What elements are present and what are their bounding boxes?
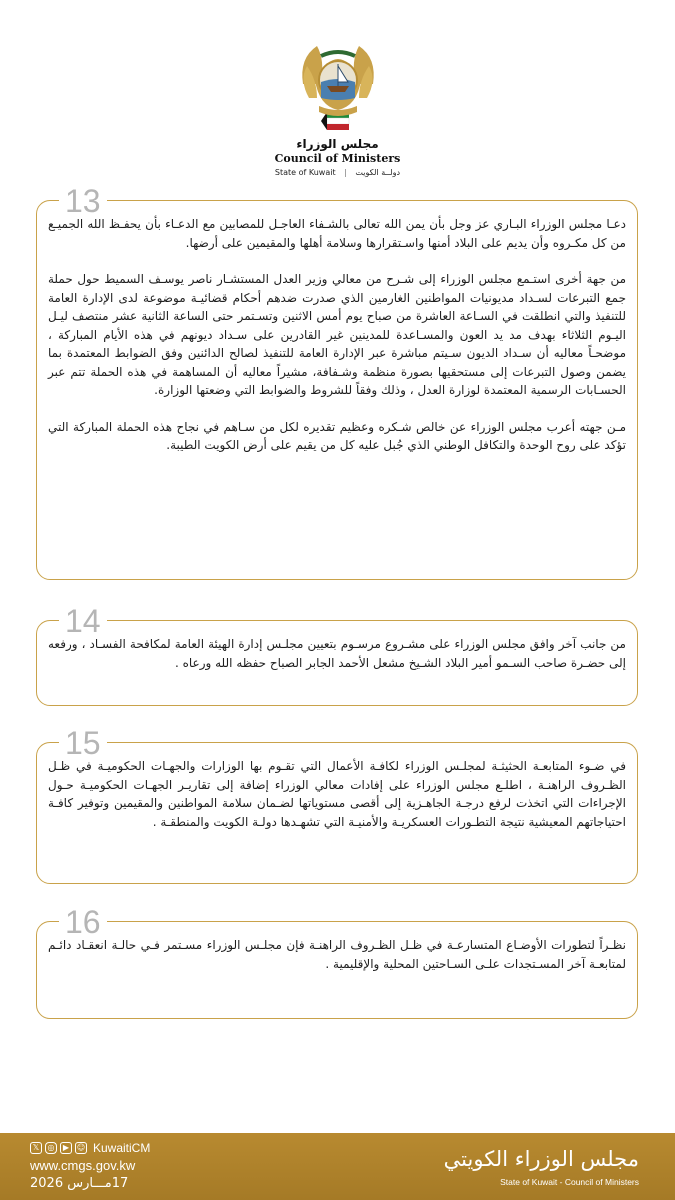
website-link[interactable]: www.cmgs.gov.kw <box>30 1158 136 1173</box>
section-card-15 <box>36 725 638 884</box>
section-body <box>48 635 626 672</box>
section-body <box>48 215 626 455</box>
header-org-english: Council of Ministers <box>274 152 401 165</box>
section-paragraph: من جانب آخر وافق مجلس الوزراء على مشـروع مرسـوم بتعيين مجلـس إدارة الهيئة العامة لمكافحة الفسـاد ، ورفعه إلى حضـرة صاحب السـمو أمير البلاد الشـيخ مشعل الأحمد الجابر الصباح حفظه الله ورعاه . <box>48 637 626 670</box>
footer-org-english: State of Kuwait - Council of Ministers <box>500 1177 639 1187</box>
footer-date: 17مـــارس 2026 <box>30 1176 129 1191</box>
youtube-icon[interactable]: ▶ <box>60 1142 72 1154</box>
section-paragraph: نظـراً لتطورات الأوضـاع المتسارعـة في ظـل الظـروف الراهنـة فإن مجلـس الوزراء مسـتمر فـي حالـة انعقـاد دائـم لمتابعـة آخر المسـتجدات علـى السـاحتين المحلية والإقليمية . <box>48 938 626 971</box>
section-number: 16 <box>59 906 107 938</box>
section-paragraph: في ضـوء المتابعـة الحثيثـة لمجلـس الوزراء لكافـة الأعمال التي تقـوم بها الوزارات والجهـات الحكوميـة في ظـل الظـروف الراهنـة ، اطلـع مجلس الوزراء على إفادات معالي الوزراء إضافة إلى تقاريـر الجهـات الحكوميـة حـول الإجراءات التي اتخذت لرفع درجـة الجاهـزية إلى أقصى مستوياتها لضـمان سلامة المواطنين والمقيمين وتوفير كافـة احتياجاتهم المعيشية نتيجة التطـورات العسكريـة والأمنيـة التي تشهـدها دولـة الكويت والمنطقـة . <box>48 759 626 829</box>
section-body <box>48 936 626 973</box>
header-state-english: State of Kuwait <box>274 168 336 177</box>
header-state-line <box>0 168 675 177</box>
section-card-13 <box>36 183 638 580</box>
footer-org-arabic: مجلس الوزراء الكويتي <box>443 1147 639 1171</box>
section-paragraph: من جهة أخرى استـمع مجلس الوزراء إلى شـرح من معالي وزير العدل المستشـار ناصر يوسـف السميط حول حملة جمع التبرعات لسـداد مديونيات المواطنين الغارمين الذي صدرت ضدهم أحكام قضائيـة موضوعة لدى الإدارة العامة للتنفيذ والتي انطلقت في السـاعة العاشرة من صباح يوم أمس الاثنين وتسـتمر حتى الساعة الثانية عشر منتصف ليـل اليـوم الثلاثاء بهدف مد يد العون والمسـاعدة للمدينين غير القادرين على سـداد ديونهم في هذه الأيام المباركة ، موضحـاً معاليه أن سـداد الديون سـيتم مباشرة عبر الإدارة العامة للتنفيذ لصالح الدائنين وفق الضوابط المعتمدة بما يضمن وصول التبرعات إلى مستحقيها بصورة منظمة وشـفافة، مشيراً معاليه أن المساهمة في هذه الحملة تتم عبر الحسـابات الرسمية المعتمدة لوزارة العدل ، وذلك وفقاً للشروط والضوابط التي وضعتها الوزارة. <box>48 272 626 397</box>
header-org-arabic: مجلس الوزراء <box>296 137 379 151</box>
header <box>0 0 675 190</box>
social-links <box>30 1141 150 1155</box>
section-paragraph: مـن جهته أعرب مجلس الوزراء عن خالص شـكره وعظيم تقديره لكل من سـاهم في نجاح هذه الحملة المباركة التي تؤكد على روح الوحدة والتكافل الوطني الذي جُبل عليه كل من يقيم على أرض الكويت الطيبة. <box>48 419 626 452</box>
header-state-arabic: دولــة الكويت <box>355 168 401 177</box>
instagram-icon[interactable]: ◎ <box>45 1142 57 1154</box>
snapchat-icon[interactable]: ☺ <box>76 1143 86 1152</box>
section-number: 13 <box>59 185 107 217</box>
x-icon[interactable]: 𝕏 <box>30 1142 42 1154</box>
section-number: 15 <box>59 727 107 759</box>
section-card-14 <box>36 603 638 706</box>
kuwait-emblem-icon <box>295 36 381 136</box>
header-separator: | <box>344 168 347 177</box>
section-number: 14 <box>59 605 107 637</box>
footer <box>0 1133 675 1200</box>
social-handle[interactable]: KuwaitiCM <box>93 1141 151 1155</box>
section-paragraph: دعـا مجلس الوزراء البـاري عز وجل بأن يمن الله تعالى بالشـفاء العاجـل للمصابين مع الدعـاء بأن يحفـظ الله الجميـع من كل مكـروه وأن يديم على البلاد أمنها واسـتقرارها وسلامة أهلها والمقيمين على أرضها. <box>48 217 626 250</box>
section-card-16 <box>36 904 638 1019</box>
section-body <box>48 757 626 831</box>
